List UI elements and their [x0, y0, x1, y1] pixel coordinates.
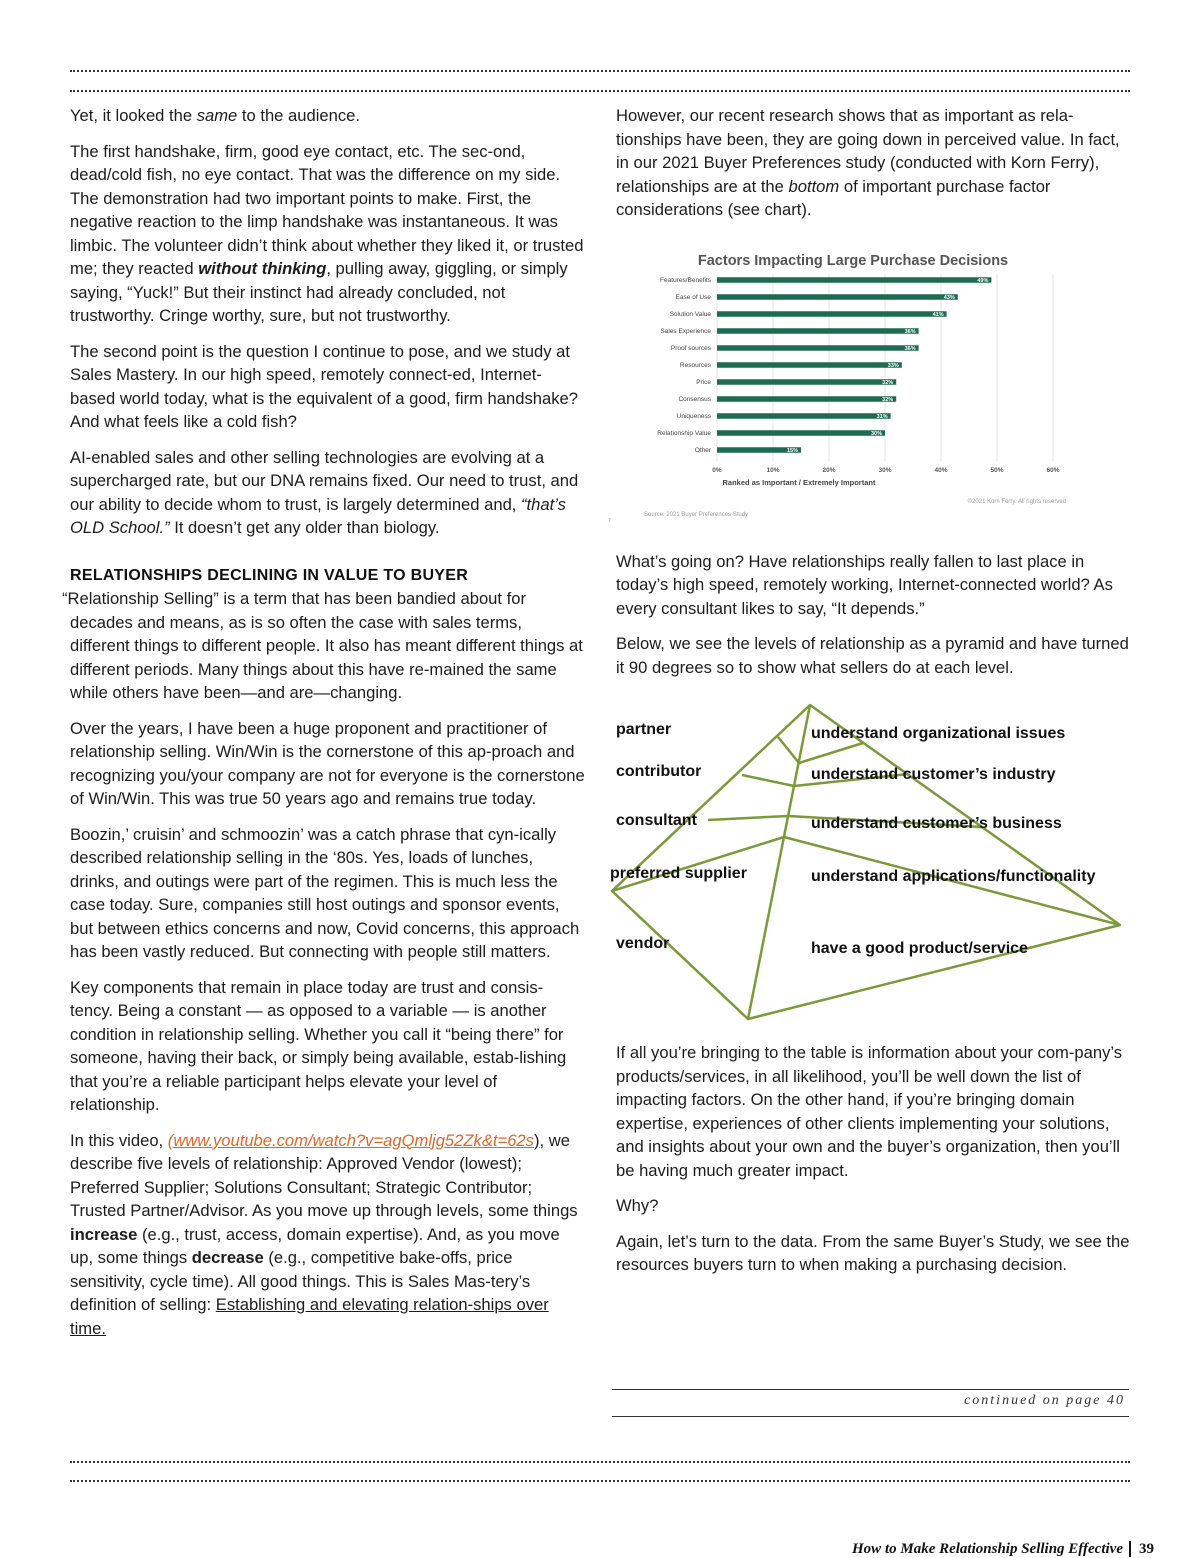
pyramid-level-contributor: contributor: [616, 763, 702, 780]
chart-category-label: Ease of Use: [675, 293, 711, 301]
chart-value-label: 33%: [887, 362, 899, 369]
chart-value-label: 36%: [904, 328, 916, 335]
bottom-dotted-rule: [70, 1461, 1130, 1463]
continued-text: continued on page 40: [964, 1393, 1125, 1408]
pyramid-level-partner: partner: [616, 721, 672, 738]
chart-category-label: Proof sources: [670, 344, 711, 352]
paragraph: Again, let’s turn to the data. From the same Buyer’s Study, we see the resources buyers turn to when making a purchasing decision.: [616, 1231, 1130, 1274]
pyramid-action-contributor: understand customer’s industry: [811, 766, 1056, 783]
chart-x-tick-label: 20%: [822, 466, 836, 474]
chart-x-tick-label: 50%: [990, 466, 1004, 474]
chart-category-label: Relationship Value: [657, 429, 711, 437]
chart-x-axis-label: Ranked as Important / Extremely Important: [722, 477, 876, 487]
chart-category-label: Uniqueness: [676, 412, 711, 420]
chart-bar: [717, 362, 902, 368]
chart-value-label: 15%: [786, 447, 798, 454]
chart-bar: [717, 430, 885, 436]
paragraph: Key components that remain in place today are trust and consis-tency. Being a constant — as opposed to a variable — is another condition in relationship selling. Whether you call it “being there” for someone, having their back, or simply being available, estab-lishing that you’re a reliable participant helps elevate your level of relationship.: [70, 977, 567, 1114]
video-link[interactable]: www.youtube.com/watch?v=agQmljg52Zk&t=62s: [173, 1130, 534, 1150]
chart-category-label: Other: [694, 446, 711, 454]
pyramid-action-consultant: understand customer’s business: [811, 815, 1062, 832]
section-heading: RELATIONSHIPS DECLINING IN VALUE TO BUYER: [70, 566, 469, 584]
chart-bar: [717, 328, 919, 334]
selling-definition: Establishing and elevating relation-ships over time.: [70, 1295, 549, 1338]
chart-x-tick-label: 40%: [934, 466, 948, 474]
paragraph: AI-enabled sales and other selling technologies are evolving at a supercharged rate, but our DNA remains fixed. Our need to trust, and our ability to decide whom to trust, is largely determined and, “that’s OLD School.” It doesn’t get any older than biology.: [70, 447, 579, 537]
chart-x-tick-label: 60%: [1046, 466, 1060, 474]
chart-footnote-mark: 7: [608, 517, 611, 524]
chart-bar: [717, 413, 891, 419]
bottom-dotted-rule-2: [70, 1480, 1130, 1482]
right-column: [608, 104, 1131, 1289]
paragraph: However, our recent research shows that as important as rela-tionships have been, they are going down in perceived value. In fact, in our 2021 Buyer Preferences study (conducted with Korn Ferry), relationships are at the bottom of important purchase factor considerations (see chart).: [616, 106, 1120, 219]
page-footer: [852, 1541, 1154, 1558]
chart-bar: [717, 379, 896, 385]
paragraph: Yet, it looked the same to the audience.: [70, 106, 360, 125]
chart-category-label: Resources: [679, 361, 711, 369]
chart-category-label: Consensus: [678, 395, 711, 403]
paragraph: Boozin,’ cruisin’ and schmoozin’ was a catch phrase that cyn-ically described relationship selling in the ‘80s. Yes, loads of lunches, drinks, and outings were part of the regimen. This is much less the case today. Sure, companies still host outings and sponsor events, but between ethics concerns and now, Covid concerns, this approach has been vastly reduced. But connecting with people still matters.: [70, 824, 580, 961]
pyramid-action-partner: understand organizational issues: [811, 725, 1066, 742]
chart-value-label: 49%: [977, 277, 989, 284]
pyramid-level-preferred-supplier: preferred supplier: [610, 865, 747, 882]
footer-title: How to Make Relationship Selling Effective: [852, 1541, 1123, 1557]
chart-value-label: 32%: [882, 396, 894, 403]
chart-value-label: 30%: [870, 430, 882, 437]
paragraph: Over the years, I have been a huge proponent and practitioner of relationship selling. Win/Win is the cornerstone of this ap-proach and recognizing you/your company are not for everyone is the cornerstone of Win/Win. This was true 50 years ago and remains true today.: [70, 718, 585, 808]
pyramid-divider-contributor: [778, 737, 799, 763]
continued-notice: [612, 1389, 1129, 1417]
video-link-paren: (: [167, 1130, 174, 1150]
pyramid-level-consultant: consultant: [616, 812, 697, 829]
left-column: [62, 104, 585, 1352]
chart-title: Factors Impacting Large Purchase Decisions: [697, 252, 1009, 269]
purchase-factors-chart: [608, 240, 1131, 530]
pyramid-divider-consultant: [742, 775, 794, 786]
chart-x-ticks: [712, 467, 1059, 474]
relationship-pyramid: [610, 691, 1125, 1021]
paragraph: In this video, (www.youtube.com/watch?v=agQmljg52Zk&t=62s), we describe five levels of relationship: Approved Vendor (lowest); Preferred Supplier; Solutions Consultant; Strategic Contributor; Trusted Partner/Advisor. As you move up through levels, some things increase (e.g., trust, access, domain expertise). And, as you move up, some things decrease (e.g., competitive bake-offs, price sensitivity, cycle time). All good things. This is Sales Mas-tery’s definition of selling: Establishing and elevating relation-ships over time.: [70, 1130, 578, 1338]
chart-source: Source: 2021 Buyer Preferences Study: [644, 511, 749, 518]
chart-bar: [717, 311, 947, 317]
chart-x-tick-label: 0%: [712, 466, 722, 474]
chart-category-label: Features/Benefits: [660, 276, 711, 284]
chart-value-label: 32%: [882, 379, 894, 386]
chart-value-label: 31%: [876, 413, 888, 420]
chart-x-tick-label: 10%: [766, 466, 780, 474]
chart-category-label: Sales Experience: [660, 327, 711, 335]
top-dotted-rule: [70, 70, 1130, 72]
paragraph: If all you’re bringing to the table is information about your com-pany’s products/services, in all likelihood, you’ll be well down the list of impacting factors. On the other hand, if you’re bringing domain expertise, experiences of other clients implementing your solutions, and insights about your own and the buyer’s organization, then you’ll be having much greater impact.: [616, 1043, 1123, 1180]
chart-bar: [717, 345, 919, 351]
paragraph: The first handshake, firm, good eye contact, etc. The sec-ond, dead/cold fish, no eye contact. That was the difference on my side. The demonstration had two important points to make. First, the negative reaction to the limp handshake was instantaneous. It was limbic. The volunteer didn’t think about whether they liked it, or trusted me; they reacted without thinking, pulling away, giggling, or simply saying, “Yuck!” But their instinct had already concluded, not trustworthy. Cringe worthy, sure, but not trustworthy.: [70, 141, 584, 325]
pyramid-action-preferred-supplier: understand applications/functionality: [811, 868, 1096, 885]
chart-bar: [717, 294, 958, 300]
chart-value-label: 36%: [904, 345, 916, 352]
chart-category-label: Solution Value: [669, 310, 711, 318]
paragraph: What’s going on? Have relationships really fallen to last place in today’s high speed, remotely working, Internet-connected world? As every consultant likes to say, “It depends.”: [616, 551, 1113, 618]
paragraph: Below, we see the levels of relationship as a pyramid and have turned it 90 degrees so to show what sellers do at each level.: [616, 634, 1129, 677]
page-number: 39: [1129, 1541, 1154, 1557]
paragraph: The second point is the question I continue to pose, and we study at Sales Mastery. In our high speed, remotely connect-ed, Internet-based world today, what is the equivalent of a good, firm handshake? And what feels like a cold fish?: [70, 341, 578, 431]
chart-x-tick-label: 30%: [878, 466, 892, 474]
chart-bar: [717, 277, 991, 283]
pyramid-level-vendor: vendor: [616, 935, 670, 952]
chart-copyright: ©2021 Korn Ferry. All rights reserved: [967, 498, 1066, 505]
chart-value-label: 43%: [943, 294, 955, 301]
chart-svg: [608, 240, 1131, 530]
chart-bar: [717, 396, 896, 402]
pyramid-spine: [748, 705, 810, 1019]
paragraph: Why?: [616, 1196, 659, 1215]
chart-category-label: Price: [696, 378, 711, 386]
pyramid-divider-contributor-right: [799, 743, 863, 763]
paragraph: “Relationship Selling” is a term that has been bandied about for decades and means, as is so often the case with sales terms, different things to different people. It also has meant different things at different periods. Many things about this have re-mained the same while others have been—and are—changing.: [62, 589, 583, 702]
chart-value-label: 41%: [932, 311, 944, 318]
pyramid-action-vendor: have a good product/service: [811, 940, 1028, 957]
top-dotted-rule-2: [70, 90, 1130, 92]
pyramid-divider-supplier: [708, 816, 788, 820]
